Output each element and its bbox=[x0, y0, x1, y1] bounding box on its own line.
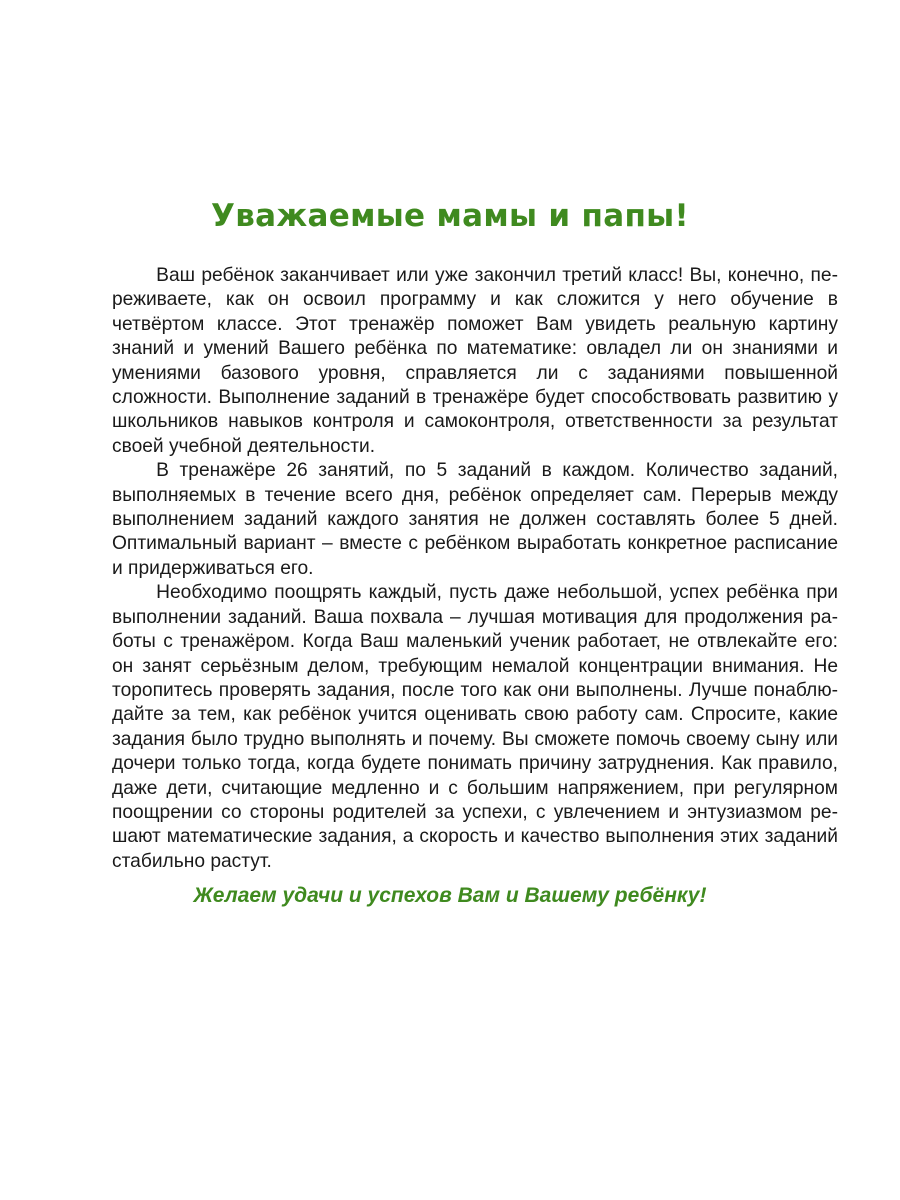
page-title: Уважаемые мамы и папы! bbox=[211, 198, 689, 234]
paragraph-schedule: В тренажёре 26 занятий, по 5 заданий в каждом. Количество заданий, выполняемых в течение всего дня, ребёнок определяет сам. Перерыв между выполнением заданий каждого занятия не должен составлять более 5 дней. Оптимальный вариант – вместе с ребёнком выработать конкретное расписание и придерживаться его. bbox=[112, 460, 838, 579]
letter-body bbox=[112, 264, 838, 874]
paragraph-intro: Ваш ребёнок заканчивает или уже закончил третий класс! Вы, конечно, переживаете, как он освоил программу и как сложится у него обучение в четвёртом классе. Этот тренажёр поможет Вам увидеть реальную картину знаний и умений Вашего ребёнка по математике: овладел ли он знаниями и умениями базового уровня, справляется ли с заданиями повышенной сложности. Выполнение заданий в тренажёре будет способствовать развитию у школьников навыков контроля и самоконтроля, ответственности за результат своей учебной деятельности. bbox=[112, 265, 838, 457]
closing-wish: Желаем удачи и успехов Вам и Вашему ребёнку! bbox=[193, 884, 707, 907]
paragraph-encouragement: Необходимо поощрять каждый, пусть даже небольшой, успех ребёнка при выполнении заданий. Ваша похвала – лучшая мотивация для продолжения работы с тренажёром. Когда Ваш маленький ученик работает, не отвлекайте его: он занят серьёзным делом, требующим немалой концентрации внимания. Не торопитесь проверять задания, после того как они выполнены. Лучше понаблюдайте за тем, как ребёнок учится оценивать свою работу сам. Спросите, какие задания было трудно выполнять и почему. Вы сможете помочь своему сыну или дочери только тогда, когда будете понимать причину затруднения. Как правило, даже дети, считающие медленно и с большим напряжением, при регулярном поощрении со стороны родителей за успехи, с увлечением и энтузиазмом решают математические задания, а скорость и качество выполнения этих заданий стабильно растут. bbox=[112, 582, 838, 872]
